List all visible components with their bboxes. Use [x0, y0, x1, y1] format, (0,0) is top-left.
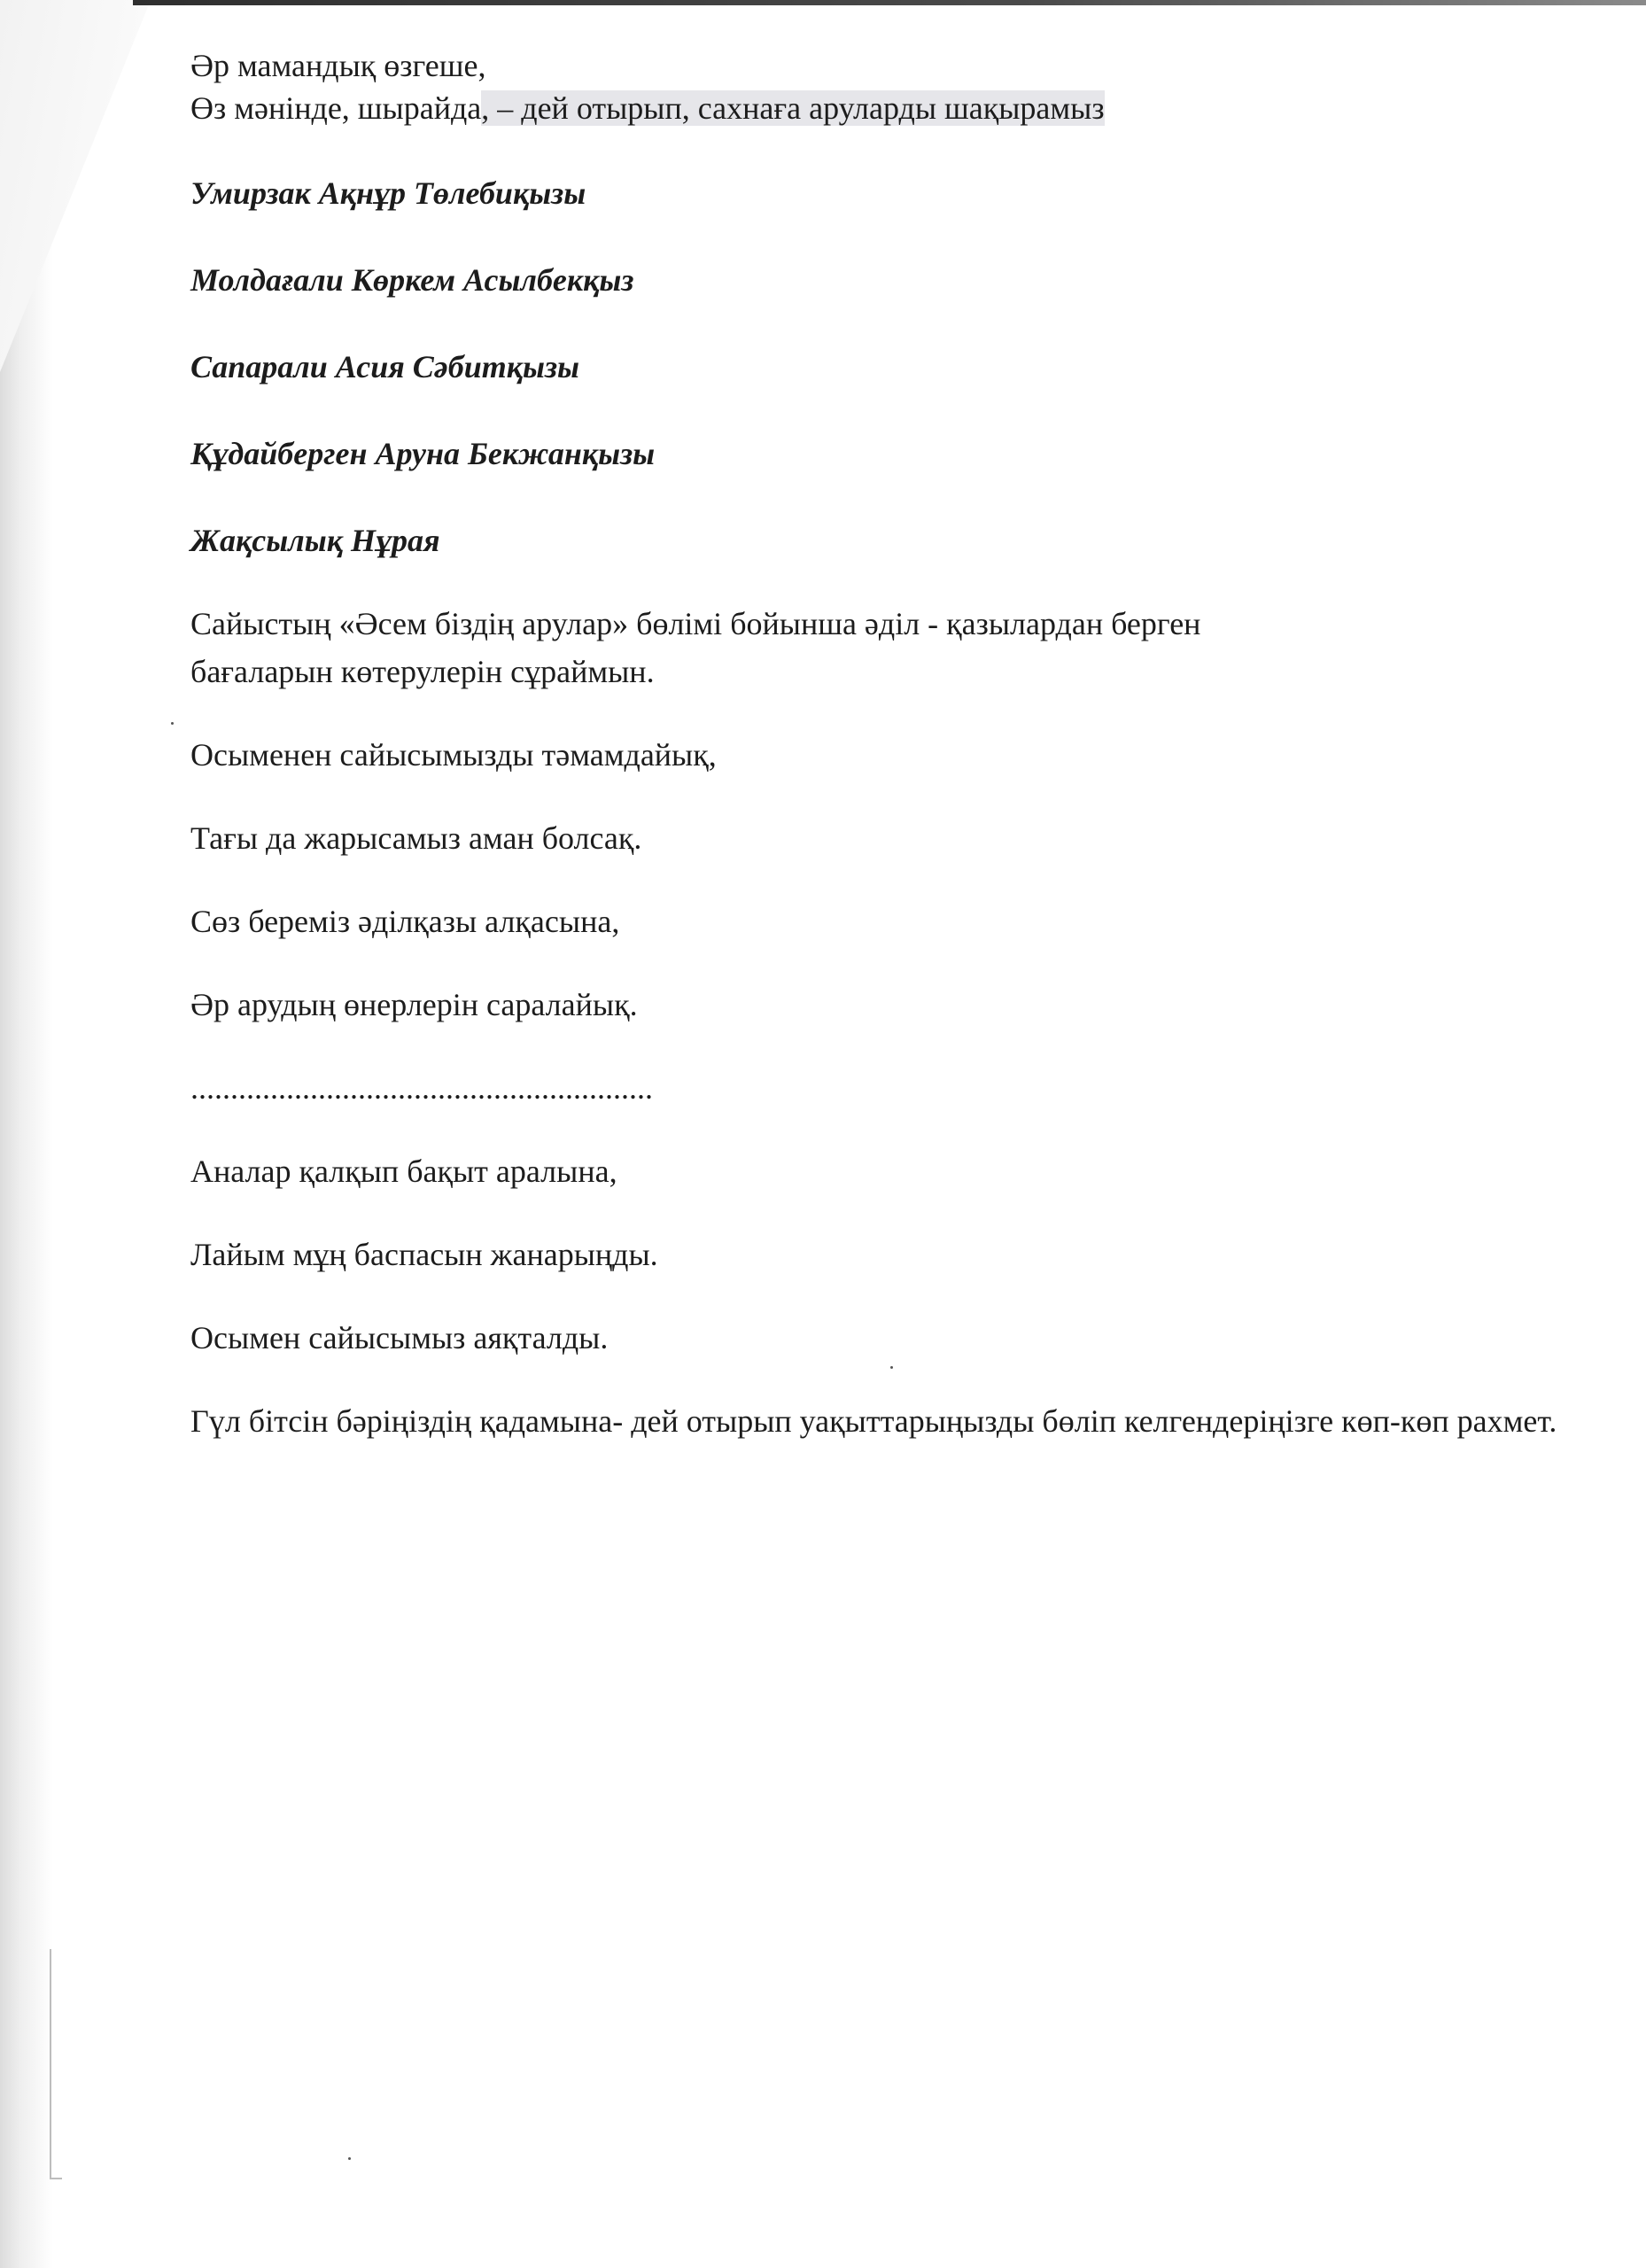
contestant-name: Құдайберген Аруна Бекжанқызы — [190, 436, 656, 471]
farewell-paragraph: Гүл бітсін бәріңіздің қадамына- дей отырып уақыттарыңызды бөліп келгендеріңізге көп-көп рахмет. — [190, 1403, 1557, 1439]
contestant-name: Сапарали Асия Сәбитқызы — [190, 349, 580, 384]
scan-top-edge — [133, 0, 1646, 5]
judges-request-line: бағаларын көтерулерін сұраймын. — [190, 654, 655, 689]
judges-request-line: Сайыстың «Әсем біздің арулар» бөлімі бойынша әділ - қазылардан берген — [190, 606, 1201, 641]
verse-line: Әр мамандық өзгеше, — [190, 48, 486, 83]
contestant-name: Жақсылық Нұрая — [190, 523, 440, 558]
contestant-name: Умирзак Ақнұр Төлебиқызы — [190, 175, 586, 211]
verse-line — [190, 87, 1572, 129]
closing-verse-line: Әр арудың өнерлерін саралайық. — [190, 987, 638, 1022]
final-verse-line: Лайым мұң баспасын жанарыңды. — [190, 1237, 658, 1272]
closing-verse-line: Тағы да жарысамыз аман болсақ. — [190, 820, 642, 856]
final-verse-line: Осымен сайысымыз аяқталды. — [190, 1320, 609, 1355]
closing-verse-line: Сөз береміз әділқазы алқасына, — [190, 904, 620, 939]
folded-corner — [0, 0, 151, 372]
document-page — [190, 44, 1572, 1442]
separator-dots: .......................................................... — [190, 1070, 653, 1106]
scan-speck — [348, 2157, 351, 2160]
final-verse-line: Аналар қалқып бақыт аралына, — [190, 1153, 617, 1189]
scan-speck — [171, 722, 174, 725]
highlighted-text: , – дей отырып, сахнаға аруларды шақырамыз — [481, 90, 1105, 126]
scan-edge-mark-foot — [50, 2178, 62, 2179]
closing-verse-line: Осыменен сайысымызды тәмамдайық, — [190, 737, 717, 773]
verse-text: Өз мәнінде, шырайда — [190, 90, 482, 126]
scan-edge-mark — [50, 1949, 51, 2179]
contestant-name: Молдағали Көркем Асылбекқыз — [190, 262, 634, 298]
